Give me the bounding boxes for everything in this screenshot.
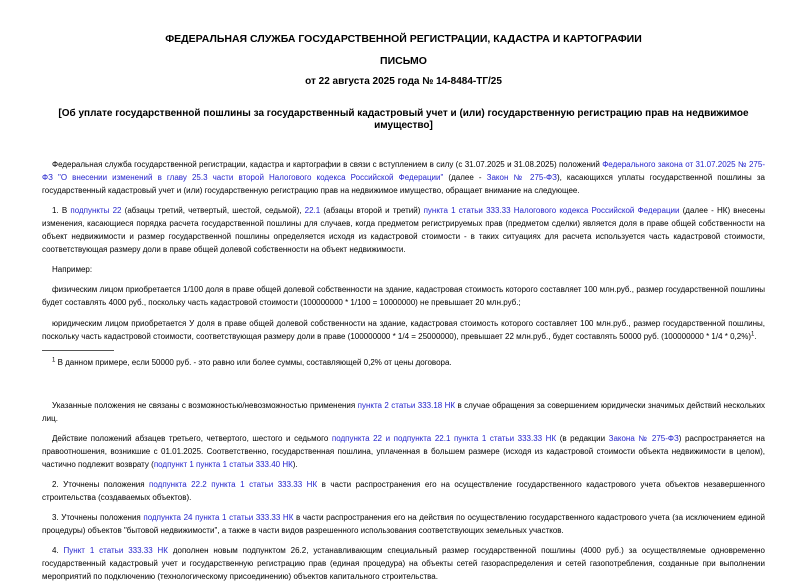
text-run: (абзацы второй и третий)	[320, 206, 424, 215]
text-run: Действие положений абзацев третьего, четвертого, шестого и седьмого	[52, 434, 332, 443]
example-individual	[42, 283, 765, 309]
footnote	[42, 356, 765, 369]
text-run: .	[754, 332, 757, 341]
document-type: ПИСЬМО	[380, 55, 427, 67]
example-intro	[42, 263, 765, 276]
footnote-marker: 1	[751, 331, 755, 338]
doc-link[interactable]: подпункта 24 пункта 1 статьи 333.33 НК	[143, 513, 294, 522]
text-run: (далее - НК) внесены изменения, касающиеся порядка расчета государственной пошлины для случаев, когда предметом регистрируемых прав (предметом сделки) является доля в праве общей собственности на объект недвижимости и размер государственной пошлины определяется исходя из кадастровой стоимости - в таких ситуациях для расчета используется часть кадастровой стоимости, соответствующая размеру доли в праве общей долевой собственности на объект недвижимости.	[42, 206, 766, 254]
text-run: ), касающихся уплаты государственной пошлины за государственный кадастровый учет и (или) государственную регистрацию прав на недвижимое имущество, обращает внимание на следующее.	[42, 173, 765, 195]
document-subject: [Об уплате государственной пошлины за государственный кадастровый учет и (или) государственную регистрацию прав на недвижимое имущество]	[58, 108, 749, 131]
doc-link[interactable]: подпункты 22	[70, 206, 122, 215]
text-run: в части распространения его на осуществление государственного кадастрового учета объектов незавершенного строительства (создаваемых объектов).	[42, 480, 765, 502]
item-2-paragraph	[42, 478, 765, 504]
text-run: в случае обращения за совершением юридически значимых действий нескольких лиц.	[42, 401, 765, 423]
text-run: ).	[292, 460, 298, 469]
text-run: физическим лицом приобретается 1/100 доля в праве общей долевой собственности на здание, кадастровая стоимость которого составляет 100 млн.руб., размер государственной пошлины будет составлять 4000 руб., поскольку часть кадастровой стоимости (100000000 * 1/100 = 10000000) не превышает 20 млн.руб.;	[42, 285, 765, 307]
doc-link[interactable]: Пункт 1 статьи 333.33 НК	[63, 546, 168, 555]
intro-paragraph	[42, 158, 765, 197]
text-run: юридическим лицом приобретается У доля в праве общей долевой собственности на здание, кадастровая стоимость которого составляет 100 млн.руб., размер государственной пошлины, поскольку часть кадастровой стоимости, соответствующая размеру доли в праве (100000000 * 1/4 = 25000000), превышает 22 млн.руб., будет составлять 50000 руб. (100000000 * 1/4 * 0,2%)	[42, 319, 765, 341]
text-run: (в редакции	[556, 434, 609, 443]
retroactivity-paragraph	[42, 432, 765, 471]
example-legal-entity	[42, 317, 765, 343]
text-run: ) распространяется на правоотношения, возникшие с 01.01.2025. Соответственно, государственная пошлина, уплаченная в большем размере (исходя из кадастровой стоимости объекта недвижимости в целом), частично подлежит возврату (	[42, 434, 765, 469]
text-run: Федеральная служба государственной регистрации, кадастра и картографии в связи с вступлением в силу (с 31.07.2025 и 31.08.2025) положений	[52, 160, 603, 169]
item-4-paragraph	[42, 544, 765, 583]
doc-link[interactable]: пункта 1 статьи 333.33 Налогового кодекса Российской Федерации	[423, 206, 680, 215]
text-run: 3. Уточнены положения	[52, 513, 144, 522]
footnote-marker: 1	[52, 357, 56, 364]
document-date-number: от 22 августа 2025 года № 14-8484-ТГ/25	[305, 76, 502, 87]
doc-link[interactable]: подпункта 22 и подпункта 22.1 пункта 1 статьи 333.33 НК	[331, 434, 557, 443]
item-3-paragraph	[42, 511, 765, 537]
text-run: дополнен новым подпунктом 26.2, устанавливающим специальный размер государственной пошлины (4000 руб.) за осуществляемые одновременно государственный кадастровый учет и государственную регистрацию прав (единая процедура) на объекты сетей газораспределения и сетей газопотребления, созданные при выполнении мероприятий по подключению (технологическому присоединению) объектов капитального строительства.	[42, 546, 765, 581]
document-agency: ФЕДЕРАЛЬНАЯ СЛУЖБА ГОСУДАРСТВЕННОЙ РЕГИСТРАЦИИ, КАДАСТРА И КАРТОГРАФИИ	[165, 33, 642, 45]
doc-link[interactable]: подпункта 22.2 пункта 1 статьи 333.33 НК	[149, 480, 318, 489]
footnote-divider	[42, 350, 114, 351]
text-run: (далее -	[443, 173, 487, 182]
note-paragraph	[42, 399, 765, 425]
doc-link[interactable]: Закон № 275-ФЗ	[486, 173, 557, 182]
doc-link[interactable]: пункта 2 статьи 333.18 НК	[357, 401, 456, 410]
document-body	[42, 158, 765, 583]
text-run: (абзацы третий, четвертый, шестой, седьмой),	[121, 206, 305, 215]
doc-link[interactable]: Закона № 275-ФЗ	[608, 434, 679, 443]
text-run: 2. Уточнены положения	[52, 480, 150, 489]
text-run: 1. В	[52, 206, 71, 215]
document-header	[42, 33, 765, 132]
doc-link[interactable]: Федерального закона от 31.07.2025 № 275-ФЗ "О внесении изменений в главу 25.3 части второй Налогового кодекса Российской Федерации"	[42, 160, 765, 182]
text-run: в части распространения его на действия по осуществлению государственного кадастрового учета (за исключением единой процедуры) объектов "бытовой недвижимости", а также в части видов разрешенного использования соответствующих земельных участков.	[42, 513, 765, 535]
text-run: В данном примере, если 50000 руб. - это равно или более суммы, составляющей 0,2% от цены договора.	[55, 358, 452, 367]
text-run: Например:	[52, 265, 93, 274]
text-run: Указанные положения не связаны с возможностью/невозможностью применения	[52, 401, 358, 410]
doc-link[interactable]: 22.1	[304, 206, 321, 215]
text-run: 4.	[52, 546, 64, 555]
item-1-paragraph	[42, 204, 765, 256]
doc-link[interactable]: подпункт 1 пункта 1 статьи 333.40 НК	[153, 460, 293, 469]
